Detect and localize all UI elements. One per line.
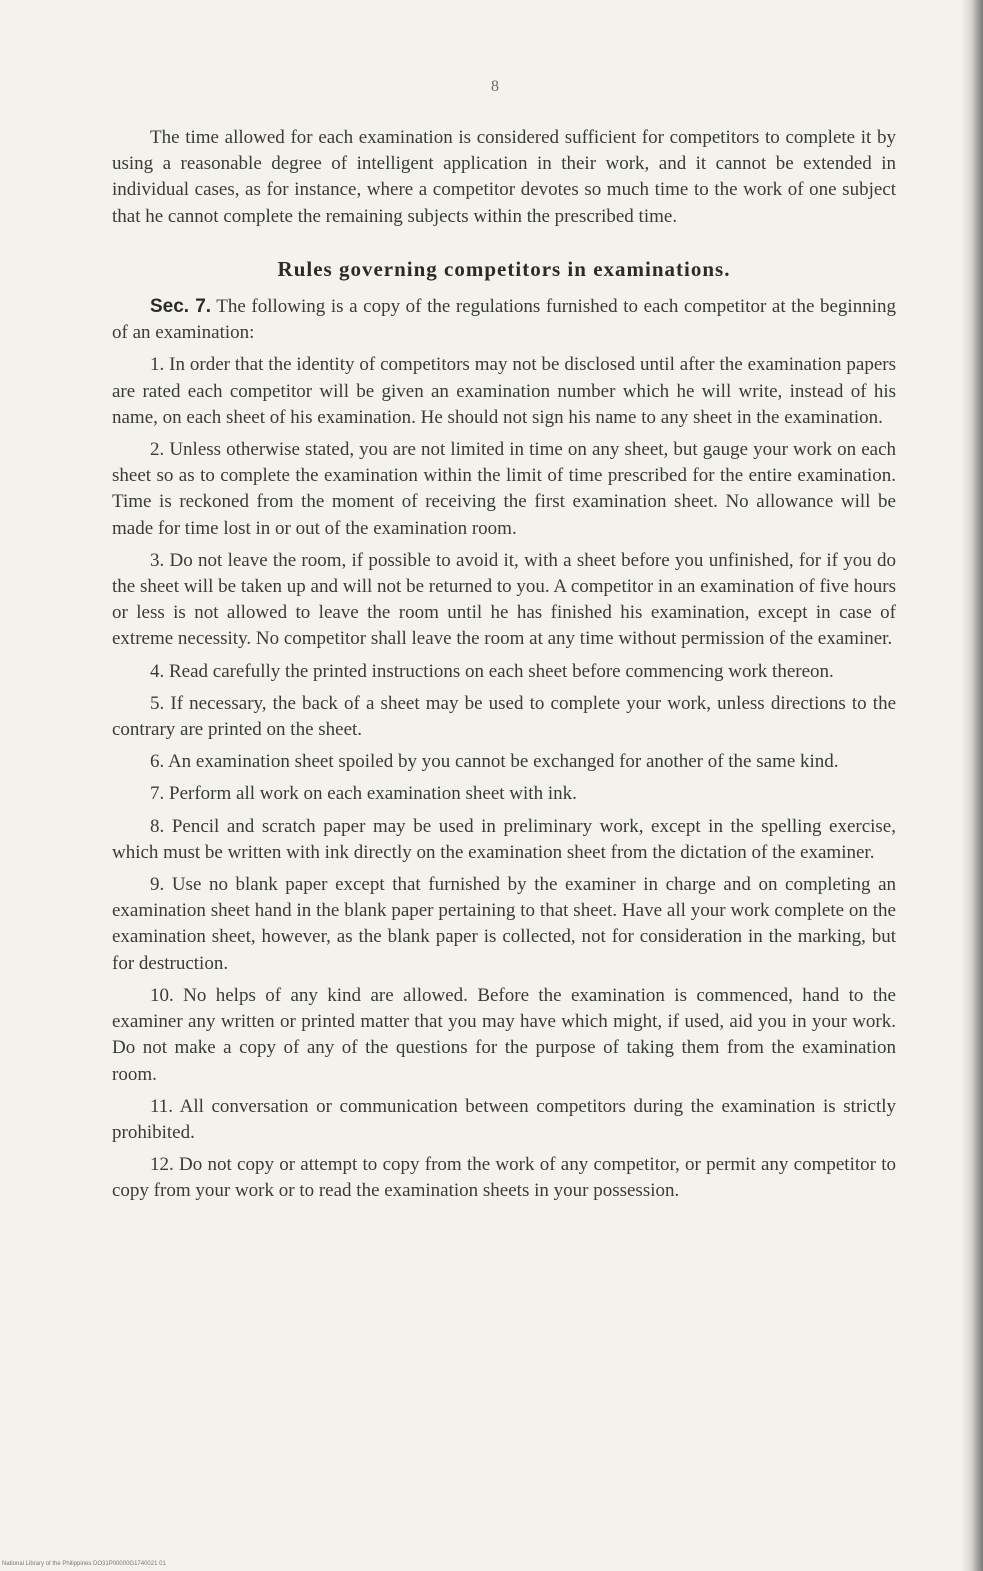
rule-8 [112,814,896,866]
rule-text: No helps of any kind are allowed. Before the examination is commenced, hand to the examiner any written or printed matter that you may have which might, if used, aid you in your work. Do not make a copy of any of the questions for the purpose of taking them from the examination room. [112,984,896,1085]
rule-number: 6. [150,751,165,773]
rule-12 [112,1152,896,1204]
rule-text: An examination sheet spoiled by you cannot be exchanged for another of the same kind. [167,751,839,773]
rule-text: Use no blank paper except that furnished by the examiner in charge and on completing an examination sheet hand in the blank paper pertaining to that sheet. Have all your work complete on the examination sheet, however, as the blank paper is collected, not for consideration in the marking, but for destruction. [112,874,897,974]
page-body [112,125,896,1211]
rule-number: 11. [150,1095,174,1117]
section-label: Sec. 7. [150,296,212,318]
rule-number: 12. [150,1154,174,1176]
rule-number: 4. [150,660,165,682]
rule-number: 2. [150,439,165,461]
rule-text: Perform all work on each examination sheet with ink. [169,783,577,805]
rule-text: All conversation or communication between competitors during the examination is strictly prohibited. [112,1095,897,1143]
intro-paragraph: The time allowed for each examination is considered sufficient for competitors to complete it by using a reasonable degree of intelligent application in their work, and it cannot be extended in individual cases, as for instance, where a competitor devotes so much time to the work of one subject that he cannot complete the remaining subjects within the prescribed time. [112,127,896,227]
rule-1 [112,352,896,431]
rule-5 [112,691,896,743]
rule-number: 1. [150,354,165,376]
rule-9 [112,872,896,977]
rule-text: Pencil and scratch paper may be used in preliminary work, except in the spelling exercise, which must be written with ink directly on the examination sheet from the dictation of the examiner. [112,815,896,863]
rule-11 [112,1094,896,1146]
rule-number: 3. [150,549,165,571]
page-number: 8 [491,78,499,95]
rule-4 [112,659,896,685]
scan-credit: National Library of the Philippines DO31P00000G1740021 01 [2,1561,166,1567]
section-paragraph [112,294,896,346]
rule-text: In order that the identity of competitors may not be disclosed until after the examination papers are rated each competitor will be given an examination number which he will write, instead of his name, on each sheet of his examination. He should not sign his name to any sheet in the examination. [112,354,897,428]
rule-2 [112,437,896,542]
rule-number: 7. [150,783,165,805]
rule-number: 5. [150,692,165,714]
rule-text: Do not copy or attempt to copy from the work of any competitor, or permit any competitor to copy from your work or to read the examination sheets in your possession. [112,1154,897,1202]
rule-text: Unless otherwise stated, you are not limited in time on any sheet, but gauge your work on each sheet so as to complete the examination within the limit of time prescribed for the entire examination. Time is reckoned from the moment of receiving the first examination sheet. No allowance will be made for time lost in or out of the examination room. [112,439,897,539]
rule-number: 10. [150,984,174,1006]
rule-text: If necessary, the back of a sheet may be used to complete your work, unless directions to the contrary are printed on the sheet. [112,692,897,741]
section-heading: Rules governing competitors in examinations. [277,256,731,281]
rule-10 [112,983,896,1088]
rule-3 [112,548,896,653]
section-text: The following is a copy of the regulations furnished to each competitor at the beginning of an examination: [112,296,896,344]
rule-text: Do not leave the room, if possible to avoid it, with a sheet before you unfinished, for if you do the sheet will be taken up and will not be returned to you. A competitor in an examination of five hours or less is not allowed to leave the room until he has finished his examination, except in case of extreme necessity. No competitor shall leave the room at any time without permission of the examiner. [112,549,897,650]
page-edge-shadow [961,0,983,1571]
rule-7 [112,781,896,807]
rule-number: 8. [150,815,165,837]
rule-number: 9. [150,874,165,896]
rule-6 [112,749,896,775]
rule-text: Read carefully the printed instructions on each sheet before commencing work thereon. [169,660,834,682]
